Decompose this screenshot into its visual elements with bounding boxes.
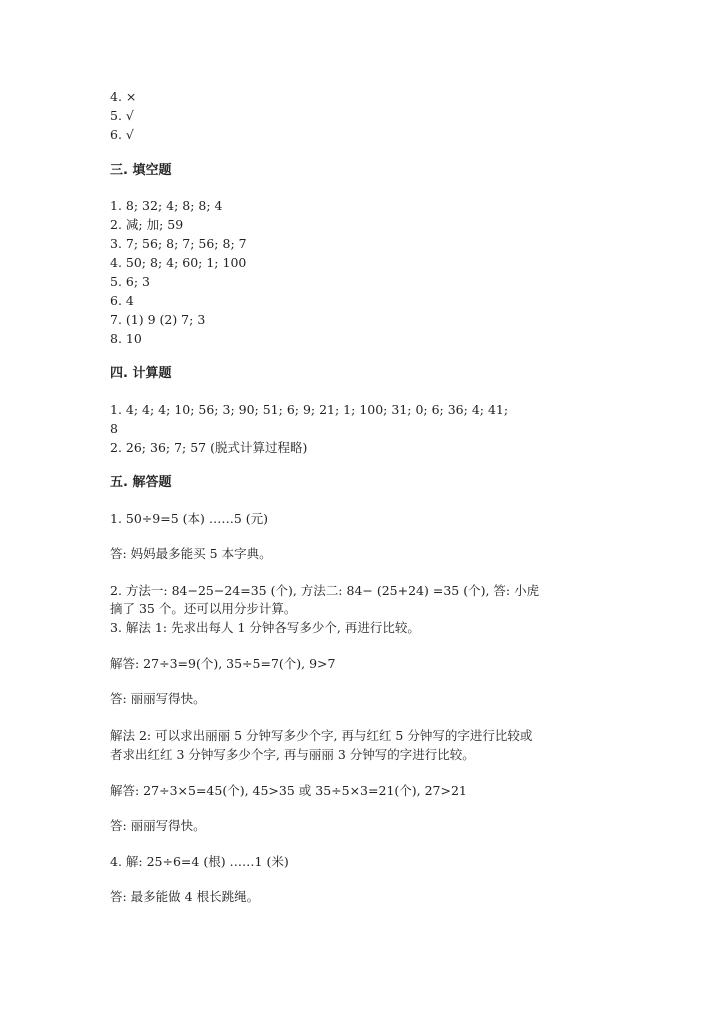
word-problem-line: 者求出红红 3 分钟写多少个字, 再与丽丽 3 分钟写的字进行比较。 <box>110 747 475 762</box>
fill-blank-answer-4: 4. 50; 8; 4; 60; 1; 100 <box>110 255 247 270</box>
word-problem-line: 解答: 27÷3×5=45(个), 45>35 或 35÷5×3=21(个), 27>21 <box>110 783 467 798</box>
calculation-answer-1: 1. 4; 4; 4; 10; 56; 3; 90; 51; 6; 9; 21; 1; 100; 31; 0; 6; 36; 4; 41; <box>110 402 509 417</box>
judge-answer-6: 6. √ <box>110 127 134 142</box>
word-problem-line: 3. 解法 1: 先求出每人 1 分钟各写多少个, 再进行比较。 <box>110 620 420 635</box>
calculation-answer-2: 2. 26; 36; 7; 57 (脱式计算过程略) <box>110 440 308 455</box>
judge-answer-5: 5. √ <box>110 108 134 123</box>
section-heading-calculation: 四. 计算题 <box>110 366 172 381</box>
fill-blank-answer-6: 6. 4 <box>110 293 134 308</box>
fill-blank-answer-2: 2. 减; 加; 59 <box>110 217 184 232</box>
judge-answer-4: 4. × <box>110 89 137 104</box>
section-heading-fill-blank: 三. 填空题 <box>110 163 172 178</box>
word-problem-line: 答: 丽丽写得快。 <box>110 691 206 706</box>
word-problem-line: 解法 2: 可以求出丽丽 5 分钟写多少个字, 再与红红 5 分钟写的字进行比较或 <box>110 728 533 743</box>
word-problem-line: 4. 解: 25÷6=4 (根) ……1 (米) <box>110 854 289 869</box>
word-problem-line: 答: 丽丽写得快。 <box>110 818 206 833</box>
word-problem-line: 解答: 27÷3=9(个), 35÷5=7(个), 9>7 <box>110 656 336 671</box>
section-heading-word-problems: 五. 解答题 <box>110 475 172 490</box>
fill-blank-answer-8: 8. 10 <box>110 331 142 346</box>
fill-blank-answer-3: 3. 7; 56; 8; 7; 56; 8; 7 <box>110 236 247 251</box>
fill-blank-answer-7: 7. (1) 9 (2) 7; 3 <box>110 312 206 327</box>
word-problem-line: 1. 50÷9=5 (本) ……5 (元) <box>110 511 269 526</box>
word-problem-line: 答: 妈妈最多能买 5 本字典。 <box>110 546 272 561</box>
fill-blank-answer-5: 5. 6; 3 <box>110 274 150 289</box>
word-problem-line: 摘了 35 个。还可以用分步计算。 <box>110 601 297 616</box>
word-problem-line: 2. 方法一: 84−25−24=35 (个), 方法二: 84− (25+24) =35 (个), 答: 小虎 <box>110 583 540 598</box>
fill-blank-answer-1: 1. 8; 32; 4; 8; 8; 4 <box>110 198 223 213</box>
calculation-answer-1-wrap: 8 <box>110 421 118 436</box>
word-problem-line: 答: 最多能做 4 根长跳绳。 <box>110 889 260 904</box>
